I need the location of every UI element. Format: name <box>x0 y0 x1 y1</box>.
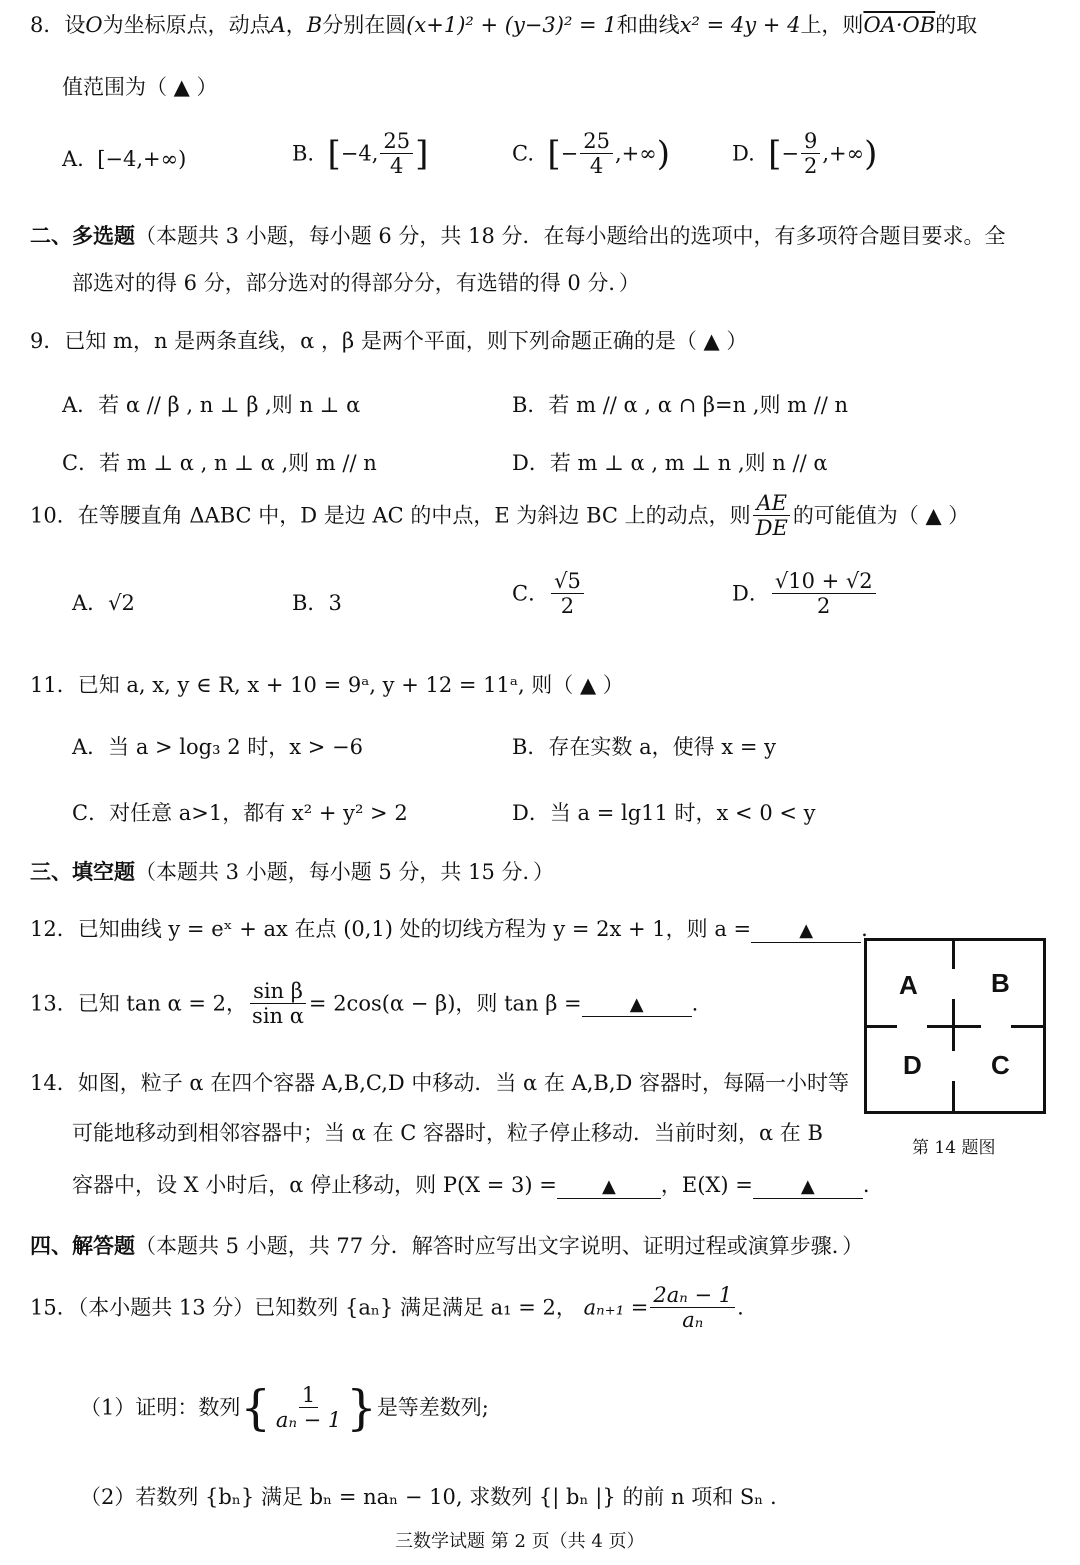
q11-stem: 11．已知 a, x, y ∈ R, x + 10 = 9ᵃ, y + 12 = 11ᵃ, 则（ ▲ ） <box>30 673 624 697</box>
figure-label-c: C <box>991 1050 1010 1080</box>
page-footer: 三数学试题 第 2 页（共 4 页） <box>395 1531 645 1552</box>
q8-option-a: A. [−4,+∞) <box>62 147 187 171</box>
q11-option-c: C．对任意 a>1，都有 x² + y² > 2 <box>72 801 408 825</box>
q14-line3: 容器中，设 X 小时后，α 停止移动，则 P(X = 3) = ▲ ，E(X) = ▲ . <box>72 1172 870 1199</box>
q9-option-b: B．若 m // α , α ∩ β=n ,则 m // n <box>512 393 849 417</box>
section2-heading-line1: 二、多选题（本题共 3 小题，每小题 6 分，共 18 分．在每小题给出的选项中，有多项符合题目要求。全 <box>30 223 1006 248</box>
q15-part2: （2）若数列 {bₙ} 满足 bₙ = naₙ − 10, 求数列 {| bₙ |} 的前 n 项和 Sₙ . <box>80 1485 777 1509</box>
q9-option-d: D．若 m ⊥ α , m ⊥ n ,则 n // α <box>512 451 828 475</box>
figure-wall-right <box>1011 1025 1045 1028</box>
section2-note-line2: 部选对的得 6 分，部分选对的得部分分，有选错的得 0 分．） <box>72 271 640 295</box>
figure-wall-bottom <box>952 1081 955 1111</box>
q15-part1: （1）证明：数列{ $\frac{1}{\text{aₙ − 1}}$ }是等差数列; <box>80 1380 489 1437</box>
q10-stem: 10．在等腰直角 ΔABC 中，D 是边 AC 的中点，E 为斜边 BC 上的动点，则 $\frac{AE}{DE}$ 的可能值为（ ▲ ） <box>30 491 970 541</box>
q8-option-b: B. [−4, $\frac{25}{4}$ ] <box>292 129 429 179</box>
q12-stem: 12．已知曲线 y = eˣ + ax 在点 (0,1) 处的切线方程为 y = 2x + 1，则 a = ▲ . <box>30 916 868 943</box>
q14-line2: 可能地移动到相邻容器中；当 α 在 C 容器时，粒子停止移动．当前时刻，α 在 B <box>72 1121 823 1145</box>
q10-option-c: C． $\frac{√5}{2}$ <box>512 570 586 618</box>
q15-stem: 15．（本小题共 13 分）已知数列 {aₙ} 满足满足 a₁ = 2， aₙ₊₁ = $\frac{\text{2aₙ − 1}}{\text{aₙ}}$ . <box>30 1283 744 1333</box>
q9-option-a: A．若 α // β , n ⊥ β ,则 n ⊥ α <box>62 393 361 417</box>
figure-wall-left <box>867 1025 897 1028</box>
q14-line1: 14．如图，粒子 α 在四个容器 A,B,C,D 中移动．当 α 在 A,B,D 容器时，每隔一小时等 <box>30 1071 850 1095</box>
figure-caption: 第 14 题图 <box>912 1138 996 1158</box>
q9-stem: 9．已知 m，n 是两条直线，α ，β 是两个平面，则下列命题正确的是（ ▲ ） <box>30 329 748 353</box>
q10-option-b: B．3 <box>292 591 342 615</box>
figure-label-b: B <box>991 968 1010 998</box>
section4-heading: 四、解答题（本题共 5 小题，共 77 分．解答时应写出文字说明、证明过程或演算步骤．） <box>30 1233 864 1258</box>
q13-stem: 13．已知 tan α = 2， $\frac{\text{sin β}}{\text{sin α}}$ = 2cos(α − β)，则 tan β = ▲ . <box>30 979 699 1029</box>
q11-option-d: D．当 a = lg11 时，x < 0 < y <box>512 801 816 825</box>
figure-wall-top <box>952 941 955 969</box>
figure-label-a: A <box>899 970 918 1000</box>
q10-option-a: A．√2 <box>72 591 135 615</box>
q8-option-d: D. [− $\frac{9}{2}$ ,+∞) <box>732 129 878 179</box>
figure-wall-center-horizontal <box>927 1025 981 1028</box>
q11-option-a: A．当 a > log₃ 2 时，x > −6 <box>72 735 363 759</box>
q8-stem-line2: 值范围为（ ▲ ） <box>62 75 218 99</box>
q14-container-figure <box>864 938 1046 1114</box>
q8-stem-line1: 8．设O为坐标原点，动点A，B分别在圆(x+1)² + (y−3)² = 1和曲线x² = 4y + 4上，则OA·OB的取 <box>30 13 978 37</box>
q10-option-d: D． $\frac{√10 + √2}{2}$ <box>732 570 878 618</box>
q11-option-b: B．存在实数 a，使得 x = y <box>512 735 776 759</box>
q8-option-c: C. [− $\frac{25}{4}$ ,+∞) <box>512 129 670 179</box>
q9-option-c: C．若 m ⊥ α , n ⊥ α ,则 m // n <box>62 451 377 475</box>
section3-heading: 三、填空题（本题共 3 小题，每小题 5 分，共 15 分．） <box>30 859 554 884</box>
figure-label-d: D <box>903 1050 922 1080</box>
